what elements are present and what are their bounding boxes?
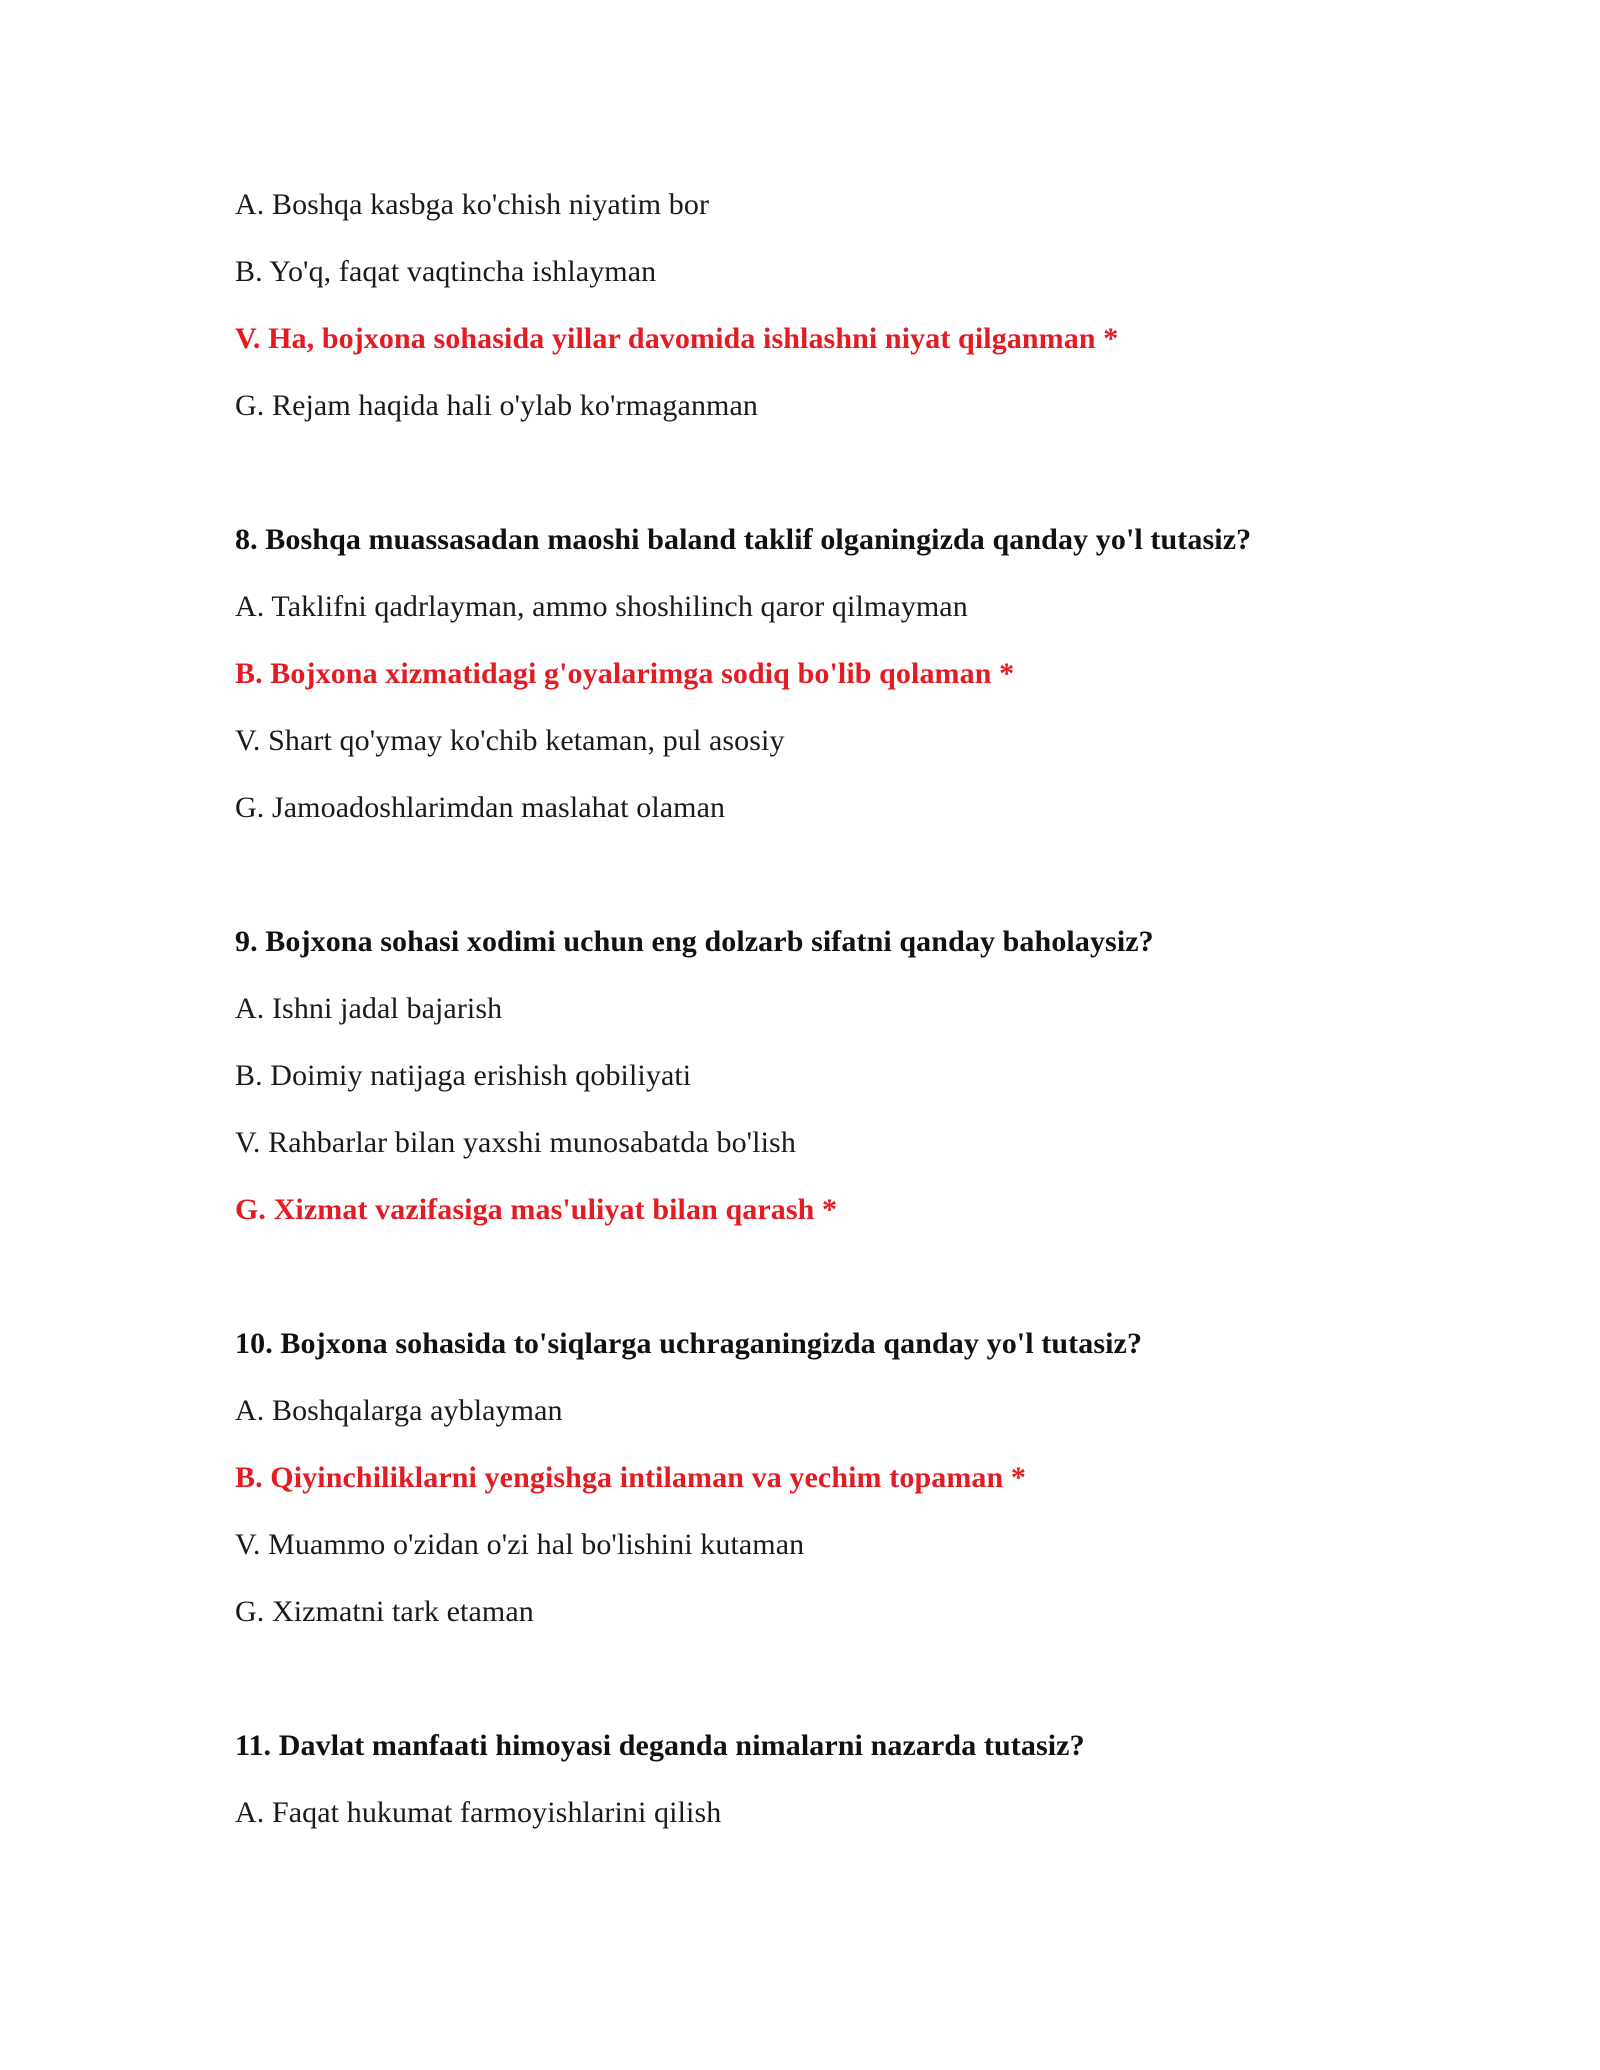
answer-option-correct: G. Xizmat vazifasiga mas'uliyat bilan qarash * — [235, 1193, 838, 1226]
answer-option: V. Rahbarlar bilan yaxshi munosabatda bo'lish — [235, 1126, 796, 1159]
answer-option: G. Xizmatni tark etaman — [235, 1595, 534, 1628]
question-9-title: 9. Bojxona sohasi xodimi uchun eng dolzarb sifatni qanday baholaysiz? — [235, 925, 1154, 958]
answer-option-correct: V. Ha, bojxona sohasida yillar davomida ishlashni niyat qilganman * — [235, 322, 1119, 355]
answer-option: A. Ishni jadal bajarish — [235, 992, 503, 1025]
answer-option: V. Muammo o'zidan o'zi hal bo'lishini kutaman — [235, 1528, 805, 1561]
question-8-title: 8. Boshqa muassasadan maoshi baland taklif olganingizda qanday yo'l tutasiz? — [235, 523, 1252, 556]
answer-option-correct: B. Qiyinchiliklarni yengishga intilaman va yechim topaman * — [235, 1461, 1026, 1494]
answer-option: V. Shart qo'ymay ko'chib ketaman, pul asosiy — [235, 724, 785, 757]
question-11-title: 11. Davlat manfaati himoyasi deganda nimalarni nazarda tutasiz? — [235, 1729, 1085, 1762]
answer-option: G. Jamoadoshlarimdan maslahat olaman — [235, 791, 726, 824]
answer-option: A. Boshqalarga ayblayman — [235, 1394, 563, 1427]
answer-option: B. Doimiy natijaga erishish qobiliyati — [235, 1059, 692, 1092]
answer-option: A. Boshqa kasbga ko'chish niyatim bor — [235, 188, 710, 221]
answer-option: B. Yo'q, faqat vaqtincha ishlayman — [235, 255, 657, 288]
answer-option-correct: B. Bojxona xizmatidagi g'oyalarimga sodiq bo'lib qolaman * — [235, 657, 1015, 690]
answer-option: A. Faqat hukumat farmoyishlarini qilish — [235, 1796, 722, 1829]
question-10-title: 10. Bojxona sohasida to'siqlarga uchraganingizda qanday yo'l tutasiz? — [235, 1327, 1143, 1360]
answer-option: A. Taklifni qadrlayman, ammo shoshilinch qaror qilmayman — [235, 590, 968, 623]
answer-option: G. Rejam haqida hali o'ylab ko'rmaganman — [235, 389, 758, 422]
